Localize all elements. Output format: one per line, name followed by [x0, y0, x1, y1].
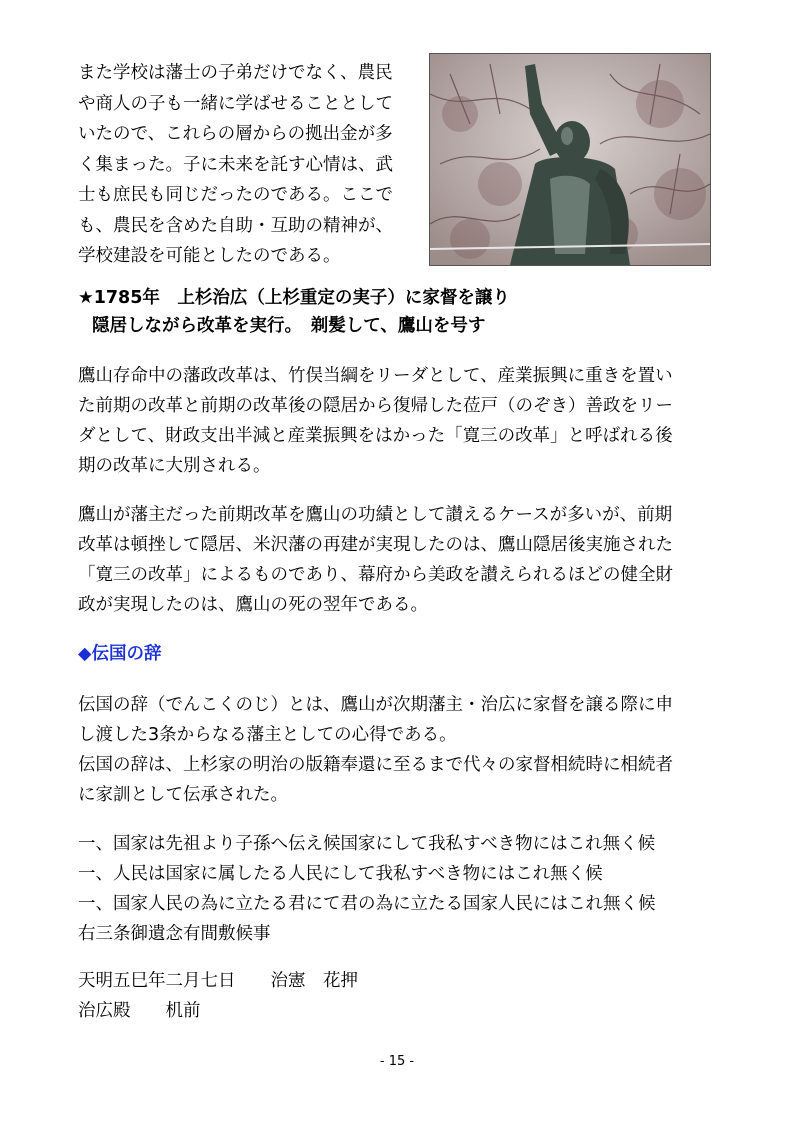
statue-photo	[429, 53, 711, 266]
achievement-line: 政が実現したのは、鷹山の死の翌年である。	[78, 595, 428, 615]
year-heading-line1: ★1785年 上杉治広（上杉重定の実子）に家督を譲り	[78, 288, 510, 308]
article-line: 一、国家人民の為に立たる君にて君の為に立たる国家人民にはこれ無く候	[78, 894, 656, 914]
reform-line: 鷹山存命中の藩政改革は、竹俣当綱をリーダとして、産業振興に重きを置い	[78, 366, 673, 386]
denkoku-line: 伝国の辞は、上杉家の明治の版籍奉還に至るまで代々の家督相続時に相続者	[78, 755, 673, 775]
intro-line: く集まった。子に未来を託す心情は、武	[78, 154, 393, 175]
reform-line: ダとして、財政支出半減と産業振興をはかった「寛三の改革」と呼ばれる後	[78, 426, 673, 446]
signature-line: 治広殿 机前	[78, 1001, 201, 1021]
statue-image	[430, 54, 710, 265]
article-line: 右三条御遺念有間敷候事	[78, 924, 271, 944]
achievement-line: 「寛三の改革」によるものであり、幕府から美政を讃えられるほどの健全財	[78, 565, 673, 585]
intro-line: 学校建設を可能としたのである。	[78, 246, 341, 266]
article-line: 一、人民は国家に属したる人民にして我私すべき物にはこれ無く候	[78, 864, 603, 884]
achievement-line: 鷹山が藩主だった前期改革を鷹山の功績として讃えるケースが多いが、前期	[78, 505, 673, 525]
intro-line: 士も庶民も同じだったのである。ここで	[78, 185, 393, 205]
signature-block	[78, 966, 728, 1026]
page-number: - 15 -	[379, 1054, 415, 1069]
section-title: ◆伝国の辞	[78, 644, 162, 664]
reform-line: た前期の改革と前期の改革後の隠居から復帰した莅戸（のぞき）善政をリー	[78, 396, 673, 416]
denkoku-paragraph	[78, 690, 728, 810]
intro-line: また学校は藩士の子弟だけでなく、農民	[78, 63, 393, 83]
articles-list	[78, 829, 728, 949]
achievement-line: 改革は頓挫して隠居、米沢藩の再建が実現したのは、鷹山隠居後実施された	[78, 535, 673, 555]
denkoku-line: 伝国の辞（でんこくのじ）とは、鷹山が次期藩主・治広に家督を譲る際に申	[78, 695, 673, 715]
reform-line: 期の改革に大別される。	[78, 456, 271, 476]
denkoku-line: に家訓として伝承された。	[78, 785, 288, 805]
achievement-paragraph	[78, 500, 728, 620]
intro-line: や商人の子も一緒に学ばせることとして	[78, 93, 393, 114]
year-heading-line2: 隠居しながら改革を実行。 剃髪して、鷹山を号す	[92, 316, 486, 336]
article-line: 一、国家は先祖より子孫へ伝え候国家にして我私すべき物にはこれ無く候	[78, 834, 656, 854]
intro-paragraph	[78, 58, 423, 272]
intro-line: いたので、これらの層からの拠出金が多	[78, 124, 393, 144]
signature-line: 天明五巳年二月七日 治憲 花押	[78, 971, 358, 991]
year-heading	[78, 284, 728, 340]
denkoku-line: し渡した3条からなる藩主としての心得である。	[78, 725, 457, 745]
intro-line: も、農民を含めた自助・互助の精神が、	[78, 215, 393, 236]
reform-paragraph	[78, 361, 728, 481]
